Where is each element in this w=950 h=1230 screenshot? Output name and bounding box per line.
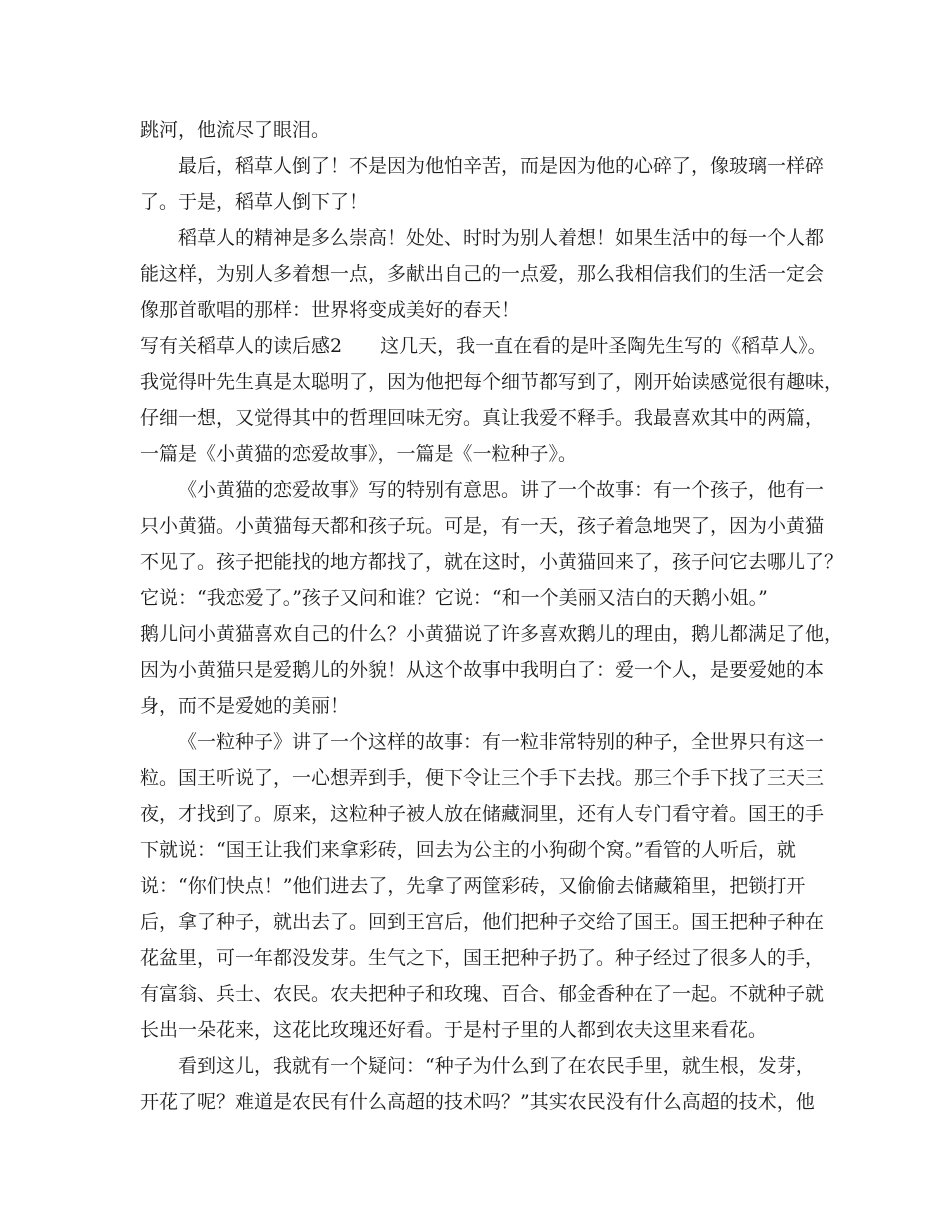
text-line: 最后，稻草人倒了！不是因为他怕辛苦，而是因为他的心碎了，像玻璃一样碎	[178, 155, 825, 177]
text-line: 花盆里，可一年都没发芽。生气之下，国王把种子扔了。种子经过了很多人的手，	[140, 947, 825, 969]
text-line: 它说：“我恋爱了。”孩子又问和谁？它说：“和一个美丽又洁白的天鹅小姐。”	[140, 587, 768, 609]
text-line: 不见了。孩子把能找的地方都找了，就在这时，小黄猫回来了，孩子问它去哪儿了？	[140, 551, 844, 573]
text-line: 一篇是《小黄猫的恋爱故事》，一篇是《一粒种子》。	[140, 443, 578, 465]
text-line: 因为小黄猫只是爱鹅儿的外貌！从这个故事中我明白了：爱一个人，是要爱她的本	[140, 659, 825, 681]
text-line: 《一粒种子》讲了一个这样的故事：有一粒非常特别的种子，全世界只有这一	[178, 731, 825, 753]
text-line: 下就说：“国王让我们来拿彩砖，回去为公主的小狗砌个窝。”看管的人听后，就	[140, 839, 796, 861]
text-line: 夜，才找到了。原来，这粒种子被人放在储藏洞里，还有人专门看守着。国王的手	[140, 803, 825, 825]
text-line: 开花了呢？难道是农民有什么高超的技术吗？”其实农民没有什么高超的技术，他	[140, 1091, 815, 1113]
text-line: 像那首歌唱的那样：世界将变成美好的春天！	[140, 299, 521, 321]
body-text	[140, 112, 844, 1120]
text-line: 只小黄猫。小黄猫每天都和孩子玩。可是，有一天，孩子着急地哭了，因为小黄猫	[140, 515, 825, 537]
text-line: 说：“你们快点！”他们进去了，先拿了两筐彩砖，又偷偷去储藏箱里，把锁打开	[140, 875, 806, 897]
text-line: 有富翁、兵士、农民。农夫把种子和玫瑰、百合、郁金香种在了一起。不就种子就	[140, 983, 825, 1005]
text-line: 看到这儿，我就有一个疑问：“种子为什么到了在农民手里，就生根，发芽，	[178, 1055, 815, 1077]
text-line: 了。于是，稻草人倒下了！	[140, 191, 369, 213]
text-line: 能这样，为别人多着想一点，多献出自己的一点爱，那么我相信我们的生活一定会	[140, 263, 825, 285]
text-line: 身，而不是爱她的美丽！	[140, 695, 350, 717]
text-line: 《小黄猫的恋爱故事》写的特别有意思。讲了一个故事：有一个孩子，他有一	[178, 479, 825, 501]
text-line: 鹅儿问小黄猫喜欢自己的什么？小黄猫说了许多喜欢鹅儿的理由，鹅儿都满足了他，	[140, 623, 844, 645]
text-line: 跳河，他流尽了眼泪。	[140, 119, 331, 141]
text-line: 长出一朵花来，这花比玫瑰还好看。于是村子里的人都到农夫这里来看花。	[140, 1019, 768, 1041]
text-line: 我觉得叶先生真是太聪明了，因为他把每个细节都写到了，刚开始读感觉很有趣味，	[140, 371, 844, 393]
text-line: 稻草人的精神是多么崇高！处处、时时为别人着想！如果生活中的每一个人都	[178, 227, 825, 249]
text-line: 粒。国王听说了，一心想弄到手，便下令让三个手下去找。那三个手下找了三天三	[140, 767, 825, 789]
text-line: 后，拿了种子，就出去了。回到王宫后，他们把种子交给了国王。国王把种子种在	[140, 911, 825, 933]
section-heading-line: 写有关稻草人的读后感2 这几天，我一直在看的是叶圣陶先生写的《稻草人》。	[140, 335, 827, 357]
text-line: 仔细一想，又觉得其中的哲理回味无穷。真让我爱不释手。我最喜欢其中的两篇，	[140, 407, 825, 429]
